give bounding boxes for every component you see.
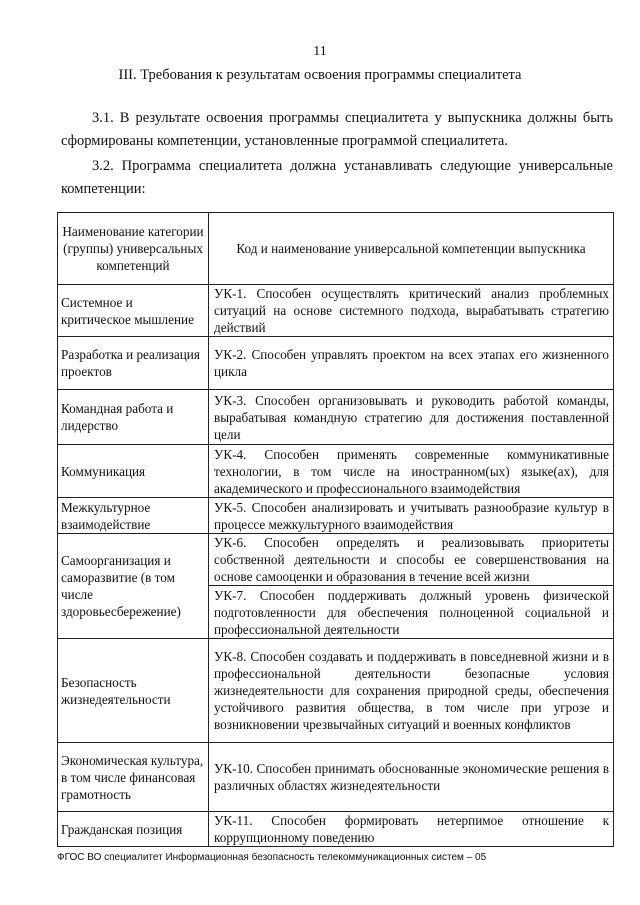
competencies-table: [57, 212, 614, 847]
category-cell: Межкультурное взаимодействие: [58, 498, 209, 534]
paragraph-3-1: 3.1. В результате освоения программы специалитета у выпускника должны быть сформированы компетенции, установленные программой специалитета.: [61, 110, 613, 149]
competence-cell: УК-7. Способен поддерживать должный уровень физической подготовленности для обеспечения полноценной социальной и профессиональной деятельности: [209, 586, 614, 639]
category-cell: Коммуникация: [58, 445, 209, 498]
category-cell: Самоорганизация и саморазвитие (в том числе здоровьесбережение): [58, 534, 209, 639]
competence-cell: УК-1. Способен осуществлять критический анализ проблемных ситуаций на основе системного подхода, вырабатывать стратегию действий: [209, 285, 614, 337]
competence-cell: УК-6. Способен определять и реализовывать приоритеты собственной деятельности и способы ее совершенствования на основе самооценки и образования в течение всей жизни: [209, 534, 614, 586]
table-row: [58, 445, 614, 498]
table-row: [58, 812, 614, 847]
competence-cell: УК-3. Способен организовывать и руководить работой команды, вырабатывая командную стратегию для достижения поставленной цели: [209, 390, 614, 445]
competence-cell: УК-4. Способен применять современные коммуникативные технологии, в том числе на иностранном(ых) языке(ах), для академического и профессионального взаимодействия: [209, 445, 614, 498]
page-number: 11: [313, 44, 327, 59]
category-cell: Экономическая культура, в том числе финансовая грамотность: [58, 743, 209, 812]
competence-cell: УК-10. Способен принимать обоснованные экономические решения в различных областях жизнедеятельности: [209, 743, 614, 812]
category-cell: Командная работа и лидерство: [58, 390, 209, 445]
competence-cell: УК-11. Способен формировать нетерпимое отношение к коррупционному поведению: [209, 812, 614, 847]
category-cell: Безопасность жизнедеятельности: [58, 639, 209, 743]
competence-cell: УК-8. Способен создавать и поддерживать в повседневной жизни и в профессиональной деятельности безопасные условия жизнедеятельности для сохранения природной среды, обеспечения устойчивого развития общества, в том числе при угрозе и возникновении чрезвычайных ситуаций и военных конфликтов: [209, 639, 614, 743]
document-footer: ФГОС ВО специалитет Информационная безопасность телекоммуникационных систем – 05: [57, 852, 487, 863]
table-row: [58, 498, 614, 534]
paragraph-3-2: 3.2. Программа специалитета должна устанавливать следующие универсальные компетенции:: [61, 158, 613, 197]
competence-cell: УК-5. Способен анализировать и учитывать разнообразие культур в процессе межкультурного взаимодействия: [209, 498, 614, 534]
table-row: [58, 390, 614, 445]
table-header-row: [58, 213, 614, 285]
section-title: III. Требования к результатам освоения программы специалитета: [118, 67, 522, 83]
table-row: [58, 285, 614, 337]
competence-cell: УК-2. Способен управлять проектом на всех этапах его жизненного цикла: [209, 337, 614, 390]
table-row: [58, 639, 614, 743]
table-row: [58, 743, 614, 812]
table-row: [58, 534, 614, 586]
category-cell: Системное и критическое мышление: [58, 285, 209, 337]
category-cell: Гражданская позиция: [58, 812, 209, 847]
competencies-table-container: [57, 212, 613, 847]
header-competence: Код и наименование универсальной компетенции выпускника: [209, 213, 614, 285]
category-cell: Разработка и реализация проектов: [58, 337, 209, 390]
header-category: Наименование категории (группы) универсальных компетенций: [58, 213, 209, 285]
table-row: [58, 337, 614, 390]
